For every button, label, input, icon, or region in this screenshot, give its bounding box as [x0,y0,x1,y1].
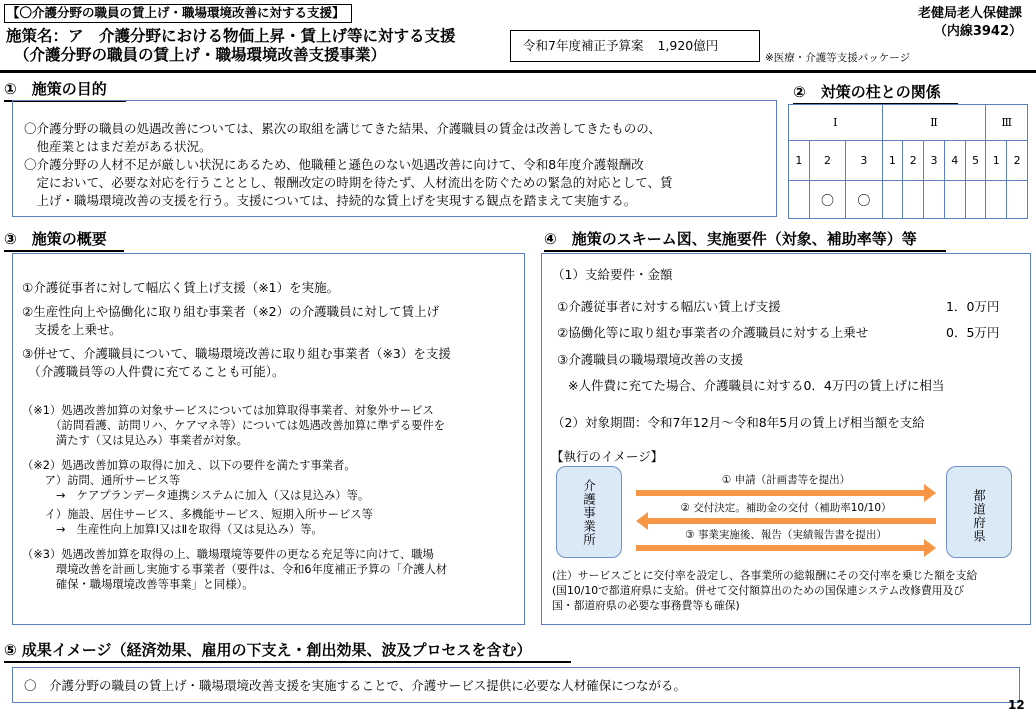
requirement-1-amount: 1．0万円 [946,299,1000,314]
purpose-line: 他産業とはまだ差がある状況。 [24,139,212,154]
budget-amount: 1,920億円 [657,38,719,53]
note-line: → ケアプランデータ連携システムに加入（又は見込み）等。 [22,489,370,502]
flow-3-label: ③ 事業実施後、報告（実績報告書を提出） [681,529,891,541]
extension-number: （内線3942） [933,24,1022,39]
prefecture-label: 都道府県 [971,489,987,543]
pillar-number: 3 [846,141,882,181]
note-line: （※3）処遇改善加算を取得の上、職場環境等要件の更なる充足等に向けて、職場 [22,548,434,561]
pillar-mark [924,181,945,219]
requirements-title: （1）支給要件・金額 [552,267,673,282]
purpose-line: 〇介護分野の職員の処遇改善については、累次の取組を講じてきた結果、介護職員の賃金は改善してきたものの、 [24,121,661,136]
policy-title-line2: （介護分野の職員の賃上げ・職場環境改善支援事業） [14,46,387,64]
pillar-number: 1 [789,141,810,181]
pillar-mark [903,181,924,219]
overview-item: 支援を上乗せ。 [22,322,122,337]
pillars-table [788,104,1028,219]
care-office-label: 介護事業所 [581,479,597,547]
purpose-line: 定において、必要な対応を行うこととし、報酬改定の時期を待たず、人材流出を防ぐための緊急的対応として、賃 [24,175,673,190]
purpose-line: 〇介護分野の人材不足が厳しい状況にあるため、他職種と遜色のない処遇改善に向けて、令和8年度介護報酬改 [24,157,644,172]
purpose-line: 上げ・職場環境改善の支援を行う。支援については、持続的な賃上げを実現する観点を踏まえて実施する。 [24,193,637,208]
department-name: 老健局老人保健課 [917,6,1022,21]
header-tag: 【〇介護分野の職員の賃上げ・職場環境改善に対する支援】 [4,4,352,23]
budget-label: 令和7年度補正予算案 [523,38,644,53]
footnote-line: (注）サービスごとに交付率を設定し、各事業所の総報酬にその交付率を乗じた額を支給 [552,569,978,582]
note-line: （※1）処遇改善加算の対象サービスについては加算取得事業者、対象外サービス [22,404,434,417]
pillar-group-header: Ⅱ [882,105,986,141]
requirement-3-label: ③介護職員の職場環境改善の支援 [557,352,744,367]
pillar-group-header: Ⅲ [986,105,1028,141]
note-line: イ）施設、居住サービス、多機能サービス、短期入所サービス等 [22,508,373,521]
note-line: （訪問看護、訪問リハ、ケアマネ等）については処遇改善加算に準ずる要件を [22,419,446,432]
overview-item: ①介護従事者に対して幅広く賃上げ支援（※1）を実施。 [22,280,340,295]
footnote-line: 国・都道府県の必要な事務費等も確保) [552,599,740,612]
page-number: 12 [1008,698,1025,712]
budget-box [510,30,760,62]
pillar-mark [944,181,965,219]
pillar-mark: 〇 [809,181,845,219]
pillar-number: 3 [924,141,945,181]
pillar-number: 1 [882,141,903,181]
execution-image-title: 【執行のイメージ】 [551,449,664,464]
policy-title-line1: 施策名：ア 介護分野における物価上昇・賃上げ等に対する支援 [6,27,456,45]
pillar-mark [965,181,986,219]
pillar-number: 4 [944,141,965,181]
package-note: ※医療・介護等支援パッケージ [765,52,911,64]
flow-1-label: ① 申請（計画書等を提出） [718,474,854,486]
requirement-2-label: ②協働化等に取り組む事業者の介護職員に対する上乗せ [557,325,869,340]
section2-heading: ② 対策の柱との関係 [793,83,958,105]
footnote-line: (国10/10で都道府県に支給。併せて交付額算出のための国保連システム改修費用及び [552,584,965,597]
pillar-number: 2 [809,141,845,181]
pillar-mark [1007,181,1028,219]
care-office-box [556,466,622,558]
pillar-group-header: Ⅰ [789,105,883,141]
note-line: 環境改善を計画し実施する事業者（要件は、令和6年度補正予算の「介護人材 [22,563,448,576]
section3-heading: ③ 施策の概要 [4,230,124,252]
section4-heading: ④ 施策のスキーム図、実施要件（対象、補助率等）等 [544,230,946,252]
overview-item: （介護職員等の人件費に充てることも可能）。 [22,364,285,379]
overview-item: ③併せて、介護職員について、職場環境改善に取り組む事業者（※3）を支援 [22,346,451,361]
overview-item: ②生産性向上や協働化に取り組む事業者（※2）の介護職員に対して賃上げ [22,304,440,319]
department [918,5,1022,41]
pillar-mark [986,181,1007,219]
pillar-mark [882,181,903,219]
flow-2-label: ② 交付決定。補助金の交付（補助率10/10） [676,502,895,514]
note-line: （※2）処遇改善加算の取得に加え、以下の要件を満たす事業者。 [22,459,356,472]
note-line: ア）訪問、通所サービス等 [22,474,181,487]
policy-title [6,27,456,65]
note-line: → 生産性向上加算Ⅰ又はⅡを取得（又は見込み）等。 [22,523,323,536]
scheme-footnote [552,568,977,613]
pillar-number: 2 [903,141,924,181]
header-divider [0,70,1036,73]
pillar-number: 5 [965,141,986,181]
note-line: 確保・職場環境改善等事業」と同様）。 [22,578,254,591]
flow-arrow-3 [636,529,936,557]
pillar-number: 2 [1007,141,1028,181]
pillar-mark: 〇 [846,181,882,219]
outcome-text: 〇 介護分野の職員の賃上げ・職場環境改善支援を実施することで、介護サービス提供に必要な人材確保につながる。 [24,678,687,693]
pillar-mark [789,181,810,219]
section1-text [24,120,673,210]
target-period: （2）対象期間：令和7年12月～令和8年5月の賃上げ相当額を支給 [552,415,925,430]
requirement-2-amount: 0．5万円 [946,325,1000,340]
pillar-number: 1 [986,141,1007,181]
prefecture-box [946,466,1012,558]
requirement-1-label: ①介護従事者に対する幅広い賃上げ支援 [557,299,781,314]
note-line: 満たす（又は見込み）事業者が対象。 [22,434,248,447]
overview-notes [22,403,447,592]
overview-items [22,279,451,381]
section1-heading: ① 施策の目的 [4,80,126,102]
requirement-3-note: ※人件費に充てた場合、介護職員に対する0．4万円の賃上げに相当 [568,378,945,393]
section5-heading: ⑤ 成果イメージ（経済効果、雇用の下支え・創出効果、波及プロセスを含む） [4,641,571,663]
